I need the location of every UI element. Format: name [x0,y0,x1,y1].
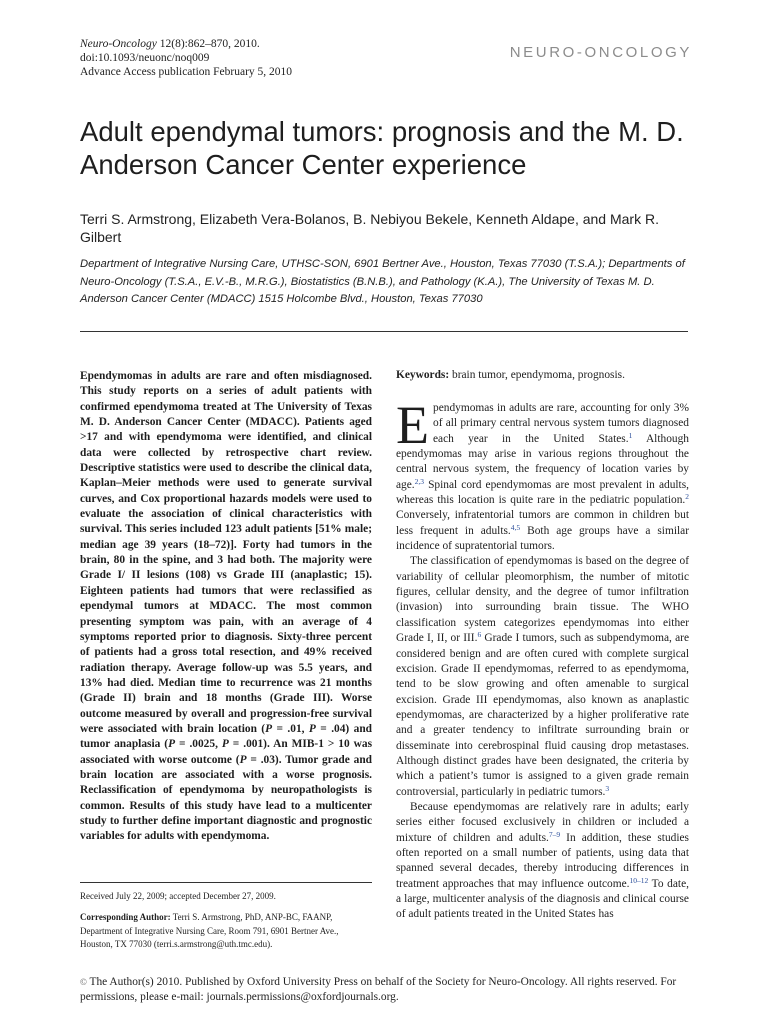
drop-cap: E [396,395,429,455]
body-text-run: Conversely, infratentorial tumors are common in children but less frequent in adults. [396,509,689,537]
abstract-text: = .04) and tumor anaplasia ( [80,722,373,751]
paragraph-classification [396,554,689,800]
reference-link[interactable]: 6 [477,630,482,640]
paragraph-intro [396,395,690,554]
body-text-run: Grade I tumors, such as subpendymoma, are considered benign and are often cured with complete surgical excision. Grade II ependymomas, referred to as ependymoma, tend to be slow growing and often amenable to surgical excision. Grade III ependymomas, also known as anaplastic ependymomas, are characterized by a higher proliferative rate and a greater tendency to infiltrate surrounding brain or disseminate into cerebrospinal fluid causing drop metastases. Although distinct grades have been designated, the criteria by which a patient’s tumor is assigned to a given grade remain controversial, particularly in pediatric tumors. [396,632,690,798]
abstract-text: = .001). An MIB-1 > 10 was associated with worse outcome ( [80,738,372,766]
citation-block [80,37,292,79]
body-text [396,395,690,923]
article-info-divider [80,882,372,883]
reference-link[interactable]: 1 [628,430,633,440]
affiliations: Department of Integrative Nursing Care, UTHSC-SON, 6901 Bertner Ave., Houston, Texas 77030 (T.S.A.); Departments of Neuro-Oncology (T.S.A., E.V.-B., M.R.G.), Biostatistics (B.N.B.), and Pathology (K.A.), The University of Texas M. D. Anderson Cancer Center (MDACC) 1515 Holcombe Blvd., Houston, Texas 77030 [80,258,685,305]
p-symbol: P [265,722,273,735]
reference-link[interactable]: 4,5 [510,522,521,532]
article-title: Adult ependymal tumors: prognosis and the M. D. Anderson Cancer Center experience [80,116,684,180]
publication-date: Advance Access publication February 5, 2010 [80,66,293,78]
abstract [80,369,372,845]
copyright-footer [80,975,695,1005]
p-symbol: P [168,738,176,751]
doi[interactable]: doi:10.1093/neuonc/noq009 [80,52,210,64]
body-text-run: Although ependymomas may arise in various regions throughout the central nervous system, the frequency of location varies by age. [396,432,689,491]
keywords [396,369,625,381]
body-text-run: pendymomas in adults are rare, accounting for only 3% of all primary central nervous system tumors diagnosed each year in the United States. [433,402,689,445]
copyright-icon: © [80,977,87,987]
copyright-text: The Author(s) 2010. Published by Oxford University Press on behalf of the Society for Neuro-Oncology. All rights reserved. For permissions, please e-mail: journals.permissions@oxfordjournals.org. [80,976,677,1003]
p-symbol: P [239,753,247,766]
abstract-text: = .03). Tumor grade and brain location are associated with a worse prognosis. Reclassification of ependymoma by neuropathologists is common. Results of this study have lead to a multicenter study to further define important diagnostic and prognostic variables for adults with ependymoma. [80,753,372,843]
corresponding-text: Terri S. Armstrong, PhD, ANP-BC, FAANP, Department of Integrative Nursing Care, Room 791, 6901 Bertner Ave., Houston, TX 77030 (terri.s.armstrong@uth.tmc.edu). [80,912,339,949]
p-symbol: P [221,738,229,751]
volume-info: 12(8):862–870, 2010. [159,38,260,50]
body-text-run: Because ependymomas are relatively rare in adults; early series either focused exclusively in children or included a mixture of children and adults. [396,800,689,844]
body-text-run: To date, a large, multicenter analysis of the diagnosis and clinical course of adult patients treated in the United States has [396,877,689,921]
reference-link[interactable]: 7–9 [548,829,561,839]
p-symbol: P [308,722,316,735]
reference-link[interactable]: 2,3 [414,476,425,486]
reference-link[interactable]: 10–12 [629,875,649,885]
citation-line [80,37,292,51]
corresponding-author [80,911,372,952]
keywords-label: Keywords: [396,369,450,381]
reference-link[interactable]: 2 [685,492,689,502]
journal-name: Neuro-Oncology [80,38,157,50]
paragraph-background [396,800,689,923]
abstract-text: = .0025, [175,738,222,751]
author-list: Terri S. Armstrong, Elizabeth Vera-Bolanos, B. Nebiyou Bekele, Kenneth Aldape, and Mark R. Gilbert [80,211,659,245]
corresponding-label: Corresponding Author: [80,912,171,922]
received-dates: Received July 22, 2009; accepted December 27, 2009. [80,891,276,901]
abstract-text: = .01, [272,722,309,735]
reference-link[interactable]: 3 [605,783,610,793]
keywords-text: brain tumor, ependymoma, prognosis. [452,369,625,381]
header-divider [80,331,688,332]
body-text-run: Both age groups have a similar incidence of supratentorial tumors. [396,524,690,553]
body-text-run: In addition, these studies often reported on a small number of patients, using data that spanned several decades, thereby introducing differences in treatment approaches that may influence outcome. [396,831,689,890]
abstract-text: Ependymomas in adults are rare and often misdiagnosed. This study reports on a series of adult patients with confirmed ependymoma treated at The University of Texas M. D. Anderson Cancer Center (MDACC). Patients aged >17 and with ependymoma were identified, and clinical data were collected by retrospective chart review. Descriptive statistics were used to describe the clinical data, Kaplan–Meier methods were used to generate survival curves, and Cox proportional hazards models were used to evaluate the association of clinical characteristics with survival. This series included 123 adult patients [51% male; median age 39 years (18–72)]. Forty had tumors in the brain, 80 in the spine, and 3 had both. The majority were Grade I/ II lesions (108) vs Grade III (anaplastic; 15). Eighteen patients had tumors that were reclassified as ependymal tumors at MDACC. The most common presenting symptom was pain, with an average of 4 symptoms reported prior to diagnosis. Sixty-three percent of patients had a gross total resection, and 49% received radiation therapy. Average follow-up was 5.5 years, and 13% had died. Median time to recurrence was 21 months (Grade II) brain and 18 months (Grade III). Worse outcome measured by overall and progression-free survival were associated with brain location ( [80,370,372,735]
body-text-run: The classification of ependymomas is based on the degree of variability of cellular pleomorphism, the number of mitotic figures, cellular density, and the degree of tumor infiltration (invasion) into surrounding brain tissue. The WHO classification system categorizes ependymomas into either Grade I, II, or III. [396,555,689,645]
body-text-run: Spinal cord ependymomas are most prevalent in adults, whereas this location is quite rare in the pediatric population. [396,478,689,507]
journal-brand: NEURO-ONCOLOGY [509,44,692,61]
